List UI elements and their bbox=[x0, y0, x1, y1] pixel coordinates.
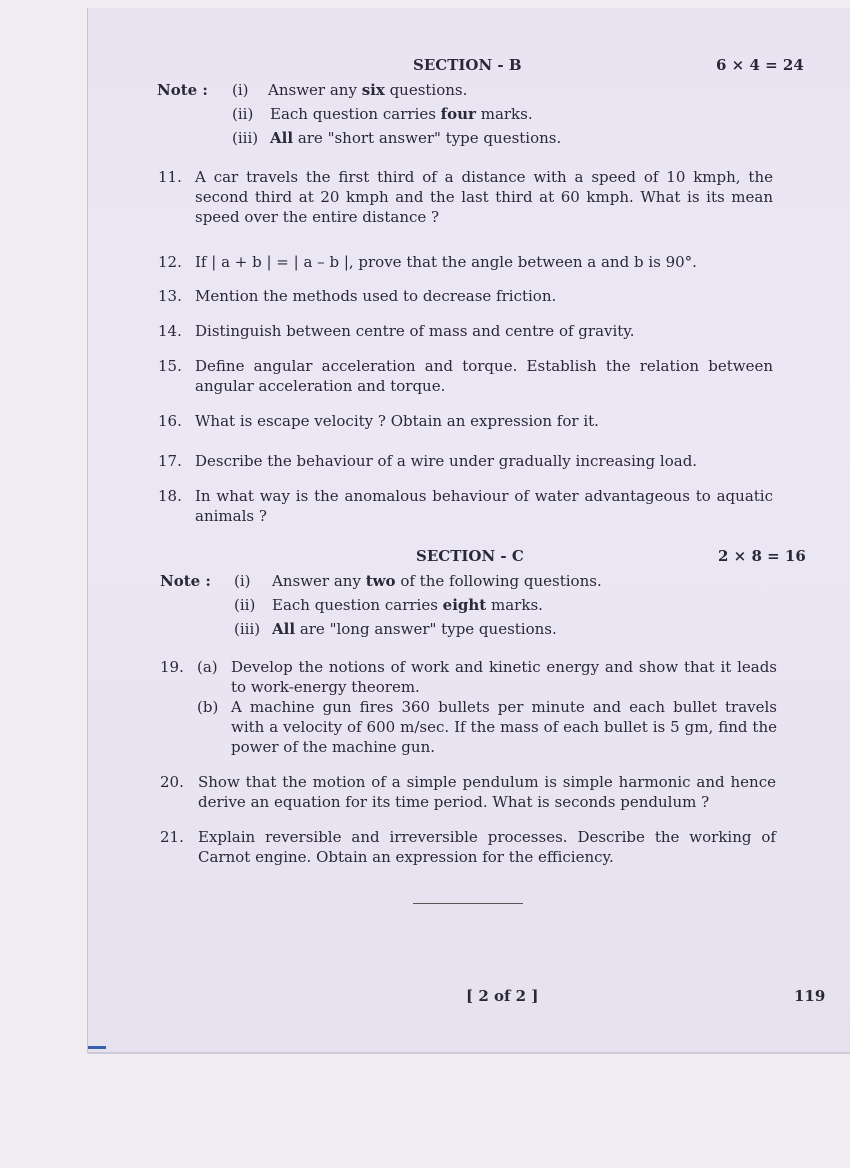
section-b-note-num: (i) bbox=[232, 81, 249, 99]
question-number: 20. bbox=[160, 773, 184, 791]
section-b-note: All are "short answer" type questions. bbox=[270, 129, 562, 147]
section-b-note-num: (ii) bbox=[232, 105, 254, 123]
question-text: If | a + b | = | a – b |, prove that the angle between a and b is 90°. bbox=[195, 253, 697, 271]
question-number: 21. bbox=[160, 828, 184, 846]
question-number: 19. bbox=[160, 658, 184, 676]
section-b-note: Answer any six questions. bbox=[268, 81, 468, 99]
section-c-note-num: (iii) bbox=[234, 620, 261, 638]
section-c-marks: 2 × 8 = 16 bbox=[718, 547, 806, 565]
question-part-a-text: Develop the notions of work and kinetic energy and show that it leads to work-energy theorem. bbox=[231, 658, 777, 696]
question-number: 12. bbox=[158, 253, 182, 271]
section-b-title: SECTION - B bbox=[413, 56, 522, 74]
question-part-b-text: A machine gun fires 360 bullets per minute and each bullet travels with a velocity of 600 m/sec. If the mass of each bullet is 5 gm, find the power of the machine gun. bbox=[231, 698, 777, 756]
section-b-note-label: Note : bbox=[157, 81, 208, 99]
section-c-title: SECTION - C bbox=[416, 547, 524, 565]
question-text: Define angular acceleration and torque. Establish the relation between angular acceleration and torque. bbox=[195, 357, 773, 395]
question-number: 11. bbox=[158, 168, 182, 186]
question-text: Mention the methods used to decrease friction. bbox=[195, 287, 557, 305]
question-text: Show that the motion of a simple pendulum is simple harmonic and hence derive an equation for its time period. What is seconds pendulum ? bbox=[198, 773, 776, 811]
page-indicator: [ 2 of 2 ] bbox=[466, 987, 539, 1005]
question-number: 16. bbox=[158, 412, 182, 430]
question-text: In what way is the anomalous behaviour of water advantageous to aquatic animals ? bbox=[195, 487, 773, 525]
question-text: Distinguish between centre of mass and centre of gravity. bbox=[195, 322, 635, 340]
section-c-note: All are "long answer" type questions. bbox=[272, 620, 557, 638]
section-b-note-num: (iii) bbox=[232, 129, 259, 147]
question-number: 18. bbox=[158, 487, 182, 505]
section-b-note: Each question carries four marks. bbox=[270, 105, 533, 123]
paper-sheet bbox=[88, 8, 850, 1053]
section-c-note-label: Note : bbox=[160, 572, 211, 590]
question-text: Explain reversible and irreversible processes. Describe the working of Carnot engine. Obtain an expression for the efficiency. bbox=[198, 828, 776, 866]
question-text: A car travels the first third of a distance with a speed of 10 kmph, the second third at 20 kmph and the last third at 60 kmph. What is its mean speed over the entire distance ? bbox=[195, 168, 773, 226]
section-c-note-num: (i) bbox=[234, 572, 251, 590]
question-text: What is escape velocity ? Obtain an expression for it. bbox=[195, 412, 599, 430]
question-number: 14. bbox=[158, 322, 182, 340]
section-b-marks: 6 × 4 = 24 bbox=[716, 56, 804, 74]
section-c-note-num: (ii) bbox=[234, 596, 256, 614]
question-number: 15. bbox=[158, 357, 182, 375]
question-text: Describe the behaviour of a wire under gradually increasing load. bbox=[195, 452, 698, 470]
page-edge bbox=[88, 1052, 850, 1054]
section-c-note: Each question carries eight marks. bbox=[272, 596, 543, 614]
question-number: 17. bbox=[158, 452, 182, 470]
edge-mark bbox=[88, 1046, 106, 1049]
part-label: (a) bbox=[197, 658, 218, 676]
part-label: (b) bbox=[197, 698, 219, 716]
section-c-note: Answer any two of the following questions. bbox=[272, 572, 602, 590]
end-rule bbox=[413, 903, 523, 904]
paper-code: 119 bbox=[794, 987, 826, 1005]
question-number: 13. bbox=[158, 287, 182, 305]
